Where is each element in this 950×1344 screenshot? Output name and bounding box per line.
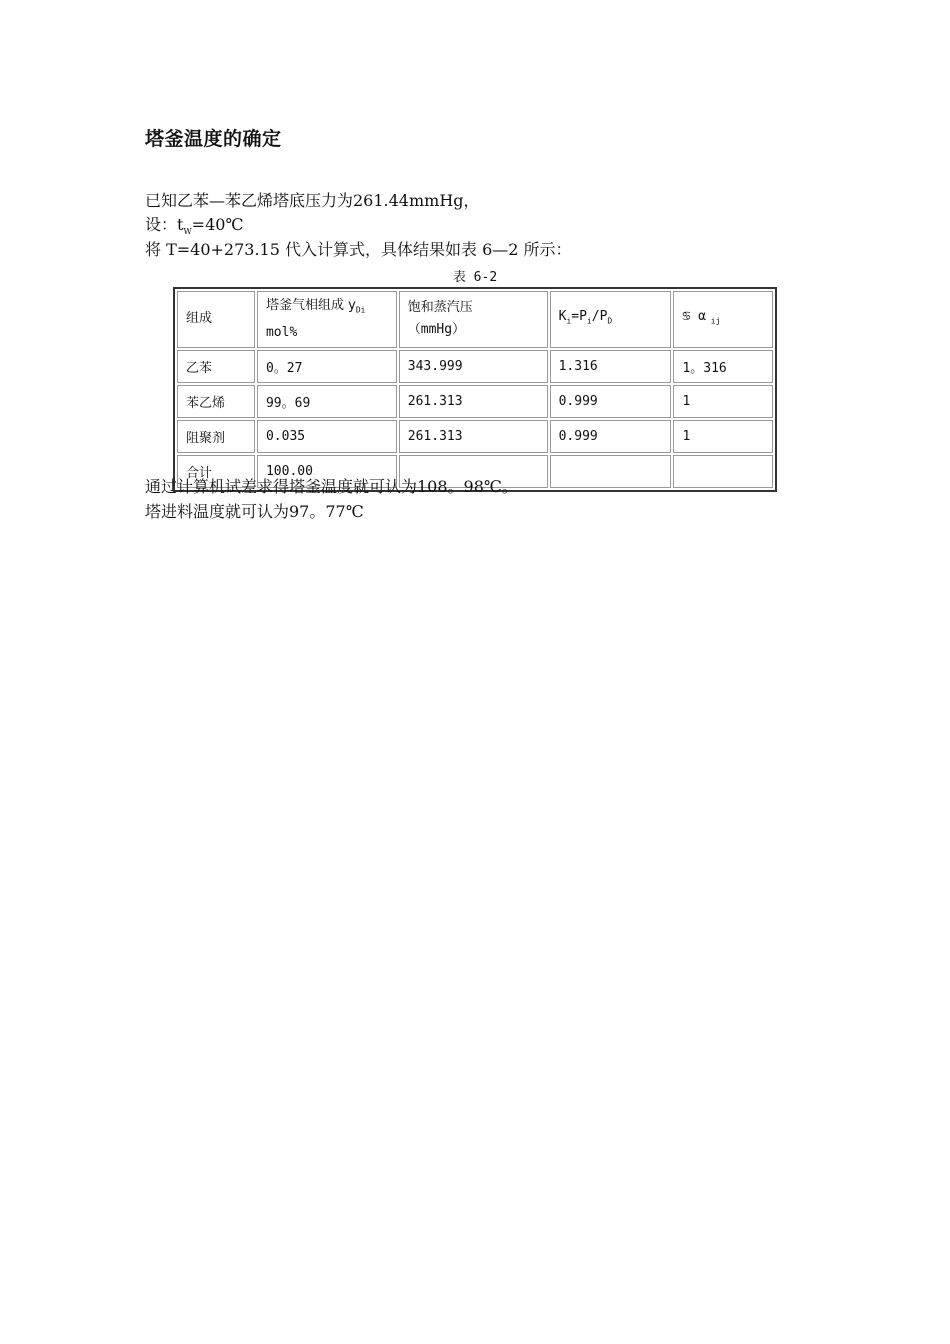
- cell-k-value: 0.999: [550, 420, 672, 453]
- cell-component: 苯乙烯: [177, 385, 255, 418]
- header-vapor-main: 塔釜气相组成 y: [265, 298, 356, 313]
- cell-component: 乙苯: [177, 350, 255, 383]
- cell-component: 合计: [177, 455, 255, 488]
- cell-k-value: 1.316: [550, 350, 672, 383]
- table-header-row: [177, 291, 773, 348]
- cell-volatility: 1: [673, 420, 773, 453]
- cell-vapor-composition: 99。69: [257, 385, 397, 418]
- cell-vapor-composition: 0。27: [257, 350, 397, 383]
- cell-volatility: 1: [673, 385, 773, 418]
- cell-pressure: 261.313: [399, 385, 548, 418]
- header-pressure-unit: （mmHg）: [407, 322, 466, 338]
- table-caption: 表 6-2: [452, 270, 498, 285]
- header-alpha: α: [690, 309, 706, 324]
- bottom-temperature-result: 通过计算机试差求得塔釜温度就可认为108。98℃。: [145, 477, 518, 496]
- cell-pressure: 261.313: [399, 420, 548, 453]
- header-vapor-composition: [257, 291, 397, 348]
- assumption-suffix: =40℃: [191, 215, 244, 234]
- cancer-symbol-icon: ♋: [682, 309, 691, 324]
- section-heading: 塔釜温度的确定: [145, 128, 282, 150]
- header-k-value: [550, 291, 672, 348]
- cell-pressure: 343.999: [399, 350, 548, 383]
- cell-volatility: [673, 455, 773, 488]
- cell-k-value: 0.999: [550, 385, 672, 418]
- table-row: [177, 420, 773, 453]
- cell-vapor-composition: 100.00: [257, 455, 397, 488]
- header-saturated-pressure: [399, 291, 548, 348]
- header-k: K: [558, 309, 567, 324]
- pressure-statement: 已知乙苯—苯乙烯塔底压力为261.44mmHg，: [145, 191, 480, 210]
- cell-component: 阻聚剂: [177, 420, 255, 453]
- table-row: [177, 350, 773, 383]
- header-vapor-sub: Di: [355, 305, 366, 315]
- header-alpha-sub: ij: [705, 316, 721, 326]
- header-d-sub: D: [607, 316, 613, 326]
- header-relative-volatility: [673, 291, 773, 348]
- assumption-prefix: 设：t: [145, 215, 184, 234]
- cell-k-value: [550, 455, 672, 488]
- calculation-statement: 将 T=40+273.15 代入计算式，具体结果如表 6—2 所示：: [145, 240, 572, 259]
- header-k-eq: =P: [571, 309, 587, 324]
- header-vapor-unit: mol%: [265, 324, 298, 340]
- header-p-sub: i: [586, 316, 592, 326]
- table-row: [177, 385, 773, 418]
- cell-vapor-composition: 0.035: [257, 420, 397, 453]
- cell-volatility: 1。316: [673, 350, 773, 383]
- header-pressure-main: 饱和蒸汽压: [407, 300, 473, 316]
- header-k-slash: /P: [591, 309, 608, 324]
- header-component: 组成: [177, 291, 255, 348]
- assumption-subscript: W: [183, 227, 192, 237]
- feed-temperature-result: 塔进料温度就可认为97。77℃: [145, 502, 364, 521]
- header-k-sub: i: [566, 316, 572, 326]
- results-table: [173, 287, 777, 492]
